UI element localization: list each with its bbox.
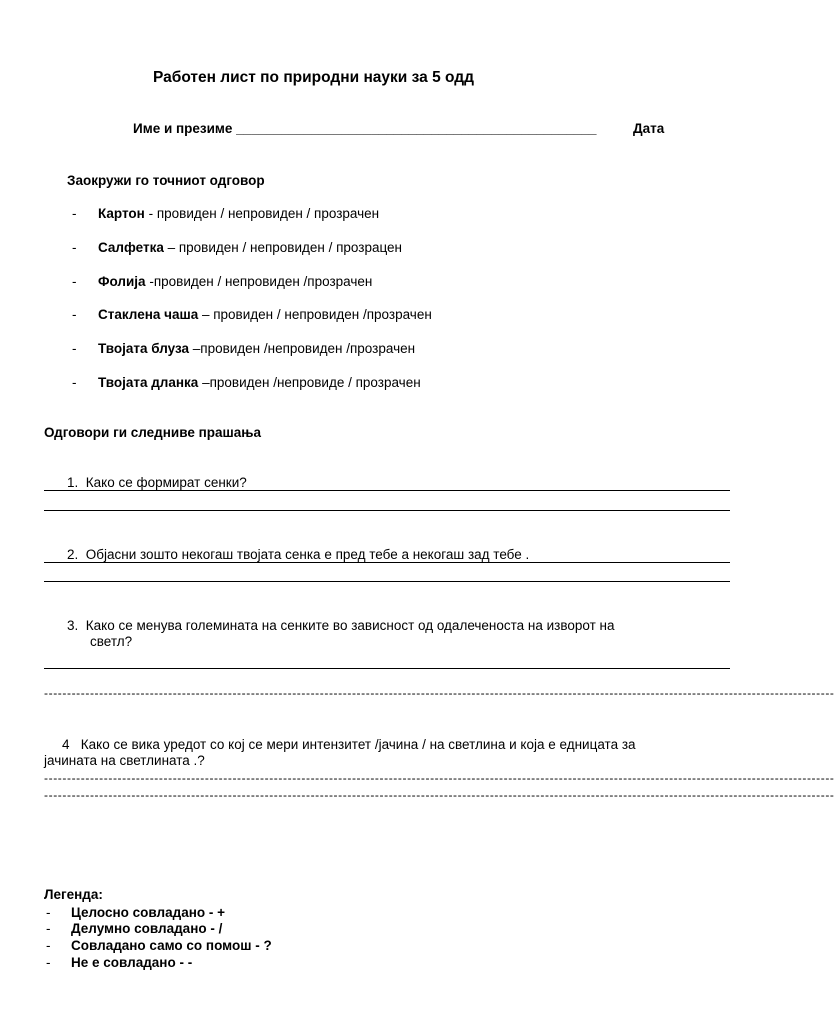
answer-line[interactable] (44, 581, 730, 582)
option-bullet: - (72, 375, 77, 390)
question-4 (62, 737, 636, 752)
legend-text: Целосно совладано - + (71, 905, 225, 920)
option-item (72, 206, 379, 221)
name-label: Име и презиме (133, 121, 237, 136)
dashed-answer-line[interactable]: ---------------------------------------------------------------------------------------------------------------------------------------------------------------------------- (44, 771, 835, 785)
option-choices: -провиден / непровиден /прозрачен (145, 274, 373, 289)
option-term: Салфетка (98, 240, 164, 255)
date-label: Дата (633, 121, 665, 136)
legend-title: Легенда: (44, 887, 103, 902)
option-bullet: - (72, 307, 77, 322)
option-bullet: - (72, 341, 77, 356)
option-item (72, 341, 415, 356)
question-text: Објасни зошто некогаш твојата сенка е пред тебе а некогаш зад тебе . (85, 547, 530, 562)
option-bullet: - (72, 274, 77, 289)
answer-line[interactable] (44, 490, 730, 491)
question-number: 3. (67, 618, 79, 633)
option-bullet: - (72, 206, 77, 221)
answer-line[interactable] (44, 562, 730, 563)
name-blank: ________________________________________________ (236, 121, 597, 136)
question-4-continuation: јачината на светлината .? (44, 753, 205, 768)
option-term: Фолија (98, 274, 146, 289)
option-item (72, 375, 421, 390)
legend-item (46, 905, 225, 920)
option-bullet: - (72, 240, 77, 255)
legend-text: Совладано само со помош - ? (71, 938, 272, 953)
legend-bullet: - (46, 921, 51, 936)
legend-text: Не е совладано - - (71, 955, 193, 970)
option-choices: –провиден /непровиде / прозрачен (198, 375, 421, 390)
question-number: 2. (67, 547, 79, 562)
question-text: Како се менува големината на сенките во зависност од одалеченоста на изворот на (85, 618, 615, 633)
legend-item (46, 955, 192, 970)
question-number: 4 (62, 737, 70, 752)
option-term: Картон (98, 206, 145, 221)
answer-line[interactable] (44, 510, 730, 511)
legend-item (46, 938, 272, 953)
option-term: Стаклена чаша (98, 307, 199, 322)
name-field-row (133, 121, 597, 136)
question-3 (67, 618, 615, 633)
question-text: Како се формират сенки? (85, 475, 247, 490)
legend-item (46, 921, 222, 936)
option-term: Твојата дланка (98, 375, 199, 390)
dashed-answer-line[interactable]: ---------------------------------------------------------------------------------------------------------------------------------------------------------------------------- (44, 788, 835, 802)
option-item (72, 307, 432, 322)
option-choices: - провиден / непровиден / прозрачен (144, 206, 380, 221)
instruction-heading: Заокружи го точниот одговор (67, 173, 265, 188)
worksheet-title: Работен лист по природни науки за 5 одд (153, 69, 474, 86)
option-item (72, 274, 372, 289)
questions-heading: Одговори ги следниве прашања (44, 425, 261, 440)
option-item (72, 240, 402, 255)
option-choices: – провиден / непровиден / прозрацен (163, 240, 403, 255)
answer-line[interactable] (44, 668, 730, 669)
legend-bullet: - (46, 905, 51, 920)
question-text: Како се вика уредот со кој се мери интензитет /јачина / на светлина и која е едницата за (80, 737, 636, 752)
question-2 (67, 547, 529, 562)
question-3-continuation: светл? (90, 634, 133, 649)
dashed-answer-line[interactable]: ---------------------------------------------------------------------------------------------------------------------------------------------------------------------------- (44, 686, 835, 700)
question-number: 1. (67, 475, 79, 490)
option-term: Твојата блуза (98, 341, 189, 356)
legend-bullet: - (46, 955, 51, 970)
option-choices: –провиден /непровиден /прозрачен (189, 341, 416, 356)
legend-text: Делумно совладано - / (71, 921, 223, 936)
legend-bullet: - (46, 938, 51, 953)
option-choices: – провиден / непровиден /прозрачен (198, 307, 432, 322)
question-1 (67, 475, 247, 490)
